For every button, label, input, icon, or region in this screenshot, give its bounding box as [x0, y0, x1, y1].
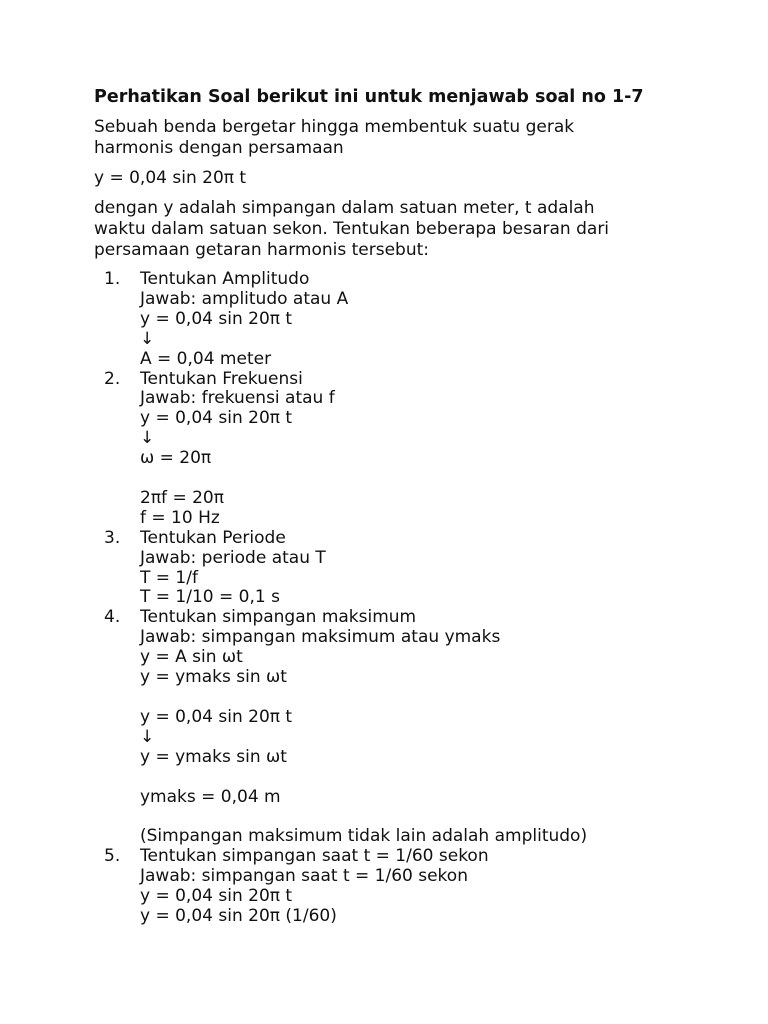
answer-line: (Simpangan maksimum tidak lain adalah amplitudo) — [140, 826, 588, 847]
answer-line — [140, 469, 728, 489]
intro-line: Sebuah benda bergetar hingga membentuk suatu gerak — [94, 117, 575, 137]
main-equation: y = 0,04 sin 20π t — [94, 168, 247, 188]
answer-line: Jawab: simpangan saat t = 1/60 sekon — [140, 866, 468, 887]
answer-line: y = 0,04 sin 20π (1/60) — [140, 905, 337, 926]
question-text: Tentukan simpangan maksimum — [140, 607, 417, 628]
description-paragraph — [94, 198, 728, 261]
question-text: Tentukan Frekuensi — [140, 368, 303, 389]
page-title: Perhatikan Soal berikut ini untuk menjawab soal no 1-7 — [94, 87, 644, 107]
description-line: waktu dalam satuan sekon. Tentukan beberapa besaran dari — [94, 219, 610, 239]
question-list — [94, 270, 728, 927]
question-item — [94, 529, 728, 609]
question-item — [94, 370, 728, 529]
answer-line: f = 10 Hz — [140, 507, 220, 528]
answer-line: Jawab: amplitudo atau A — [140, 288, 349, 309]
description-line: persamaan getaran harmonis tersebut: — [94, 240, 429, 260]
answer-line: y = 0,04 sin 20π t — [140, 706, 293, 727]
question-item — [94, 608, 728, 847]
question-text: Tentukan simpangan saat t = 1/60 sekon — [140, 846, 489, 867]
down-arrow-icon: ↓ — [140, 428, 155, 449]
answer-line: y = 0,04 sin 20π t — [140, 408, 293, 429]
question-text: Tentukan Amplitudo — [140, 269, 310, 289]
description-line: dengan y adalah simpangan dalam satuan meter, t adalah — [94, 198, 595, 218]
answer-line: A = 0,04 meter — [140, 348, 272, 369]
answer-line: T = 1/10 = 0,1 s — [140, 587, 280, 608]
answer-line: y = 0,04 sin 20π t — [140, 886, 293, 907]
answer-line: y = ymaks sin ωt — [140, 667, 287, 688]
answer-line: Jawab: simpangan maksimum atau ymaks — [140, 627, 501, 648]
question-number: 3. — [104, 527, 121, 548]
question-number: 2. — [104, 368, 121, 389]
question-item — [94, 847, 728, 927]
answer-line: ω = 20π — [140, 448, 212, 469]
question-text: Tentukan Periode — [140, 527, 286, 548]
question-number: 1. — [104, 269, 121, 289]
question-number: 4. — [104, 607, 121, 628]
answer-line: Jawab: frekuensi atau f — [140, 388, 335, 409]
answer-line — [140, 807, 728, 827]
answer-line: 2πf = 20π — [140, 487, 224, 508]
down-arrow-icon: ↓ — [140, 726, 155, 747]
answer-line: Jawab: periode atau T — [140, 547, 326, 568]
down-arrow-icon: ↓ — [140, 328, 155, 349]
answer-line: y = ymaks sin ωt — [140, 746, 287, 767]
answer-line: y = 0,04 sin 20π t — [140, 308, 293, 329]
answer-line: ymaks = 0,04 m — [140, 786, 281, 807]
answer-line: y = A sin ωt — [140, 647, 243, 668]
intro-line: harmonis dengan persamaan — [94, 138, 344, 158]
answer-line — [140, 688, 728, 708]
question-item — [94, 270, 728, 370]
intro-paragraph — [94, 117, 728, 159]
answer-line — [140, 768, 728, 788]
answer-line: T = 1/f — [140, 567, 198, 588]
question-number: 5. — [104, 846, 121, 867]
